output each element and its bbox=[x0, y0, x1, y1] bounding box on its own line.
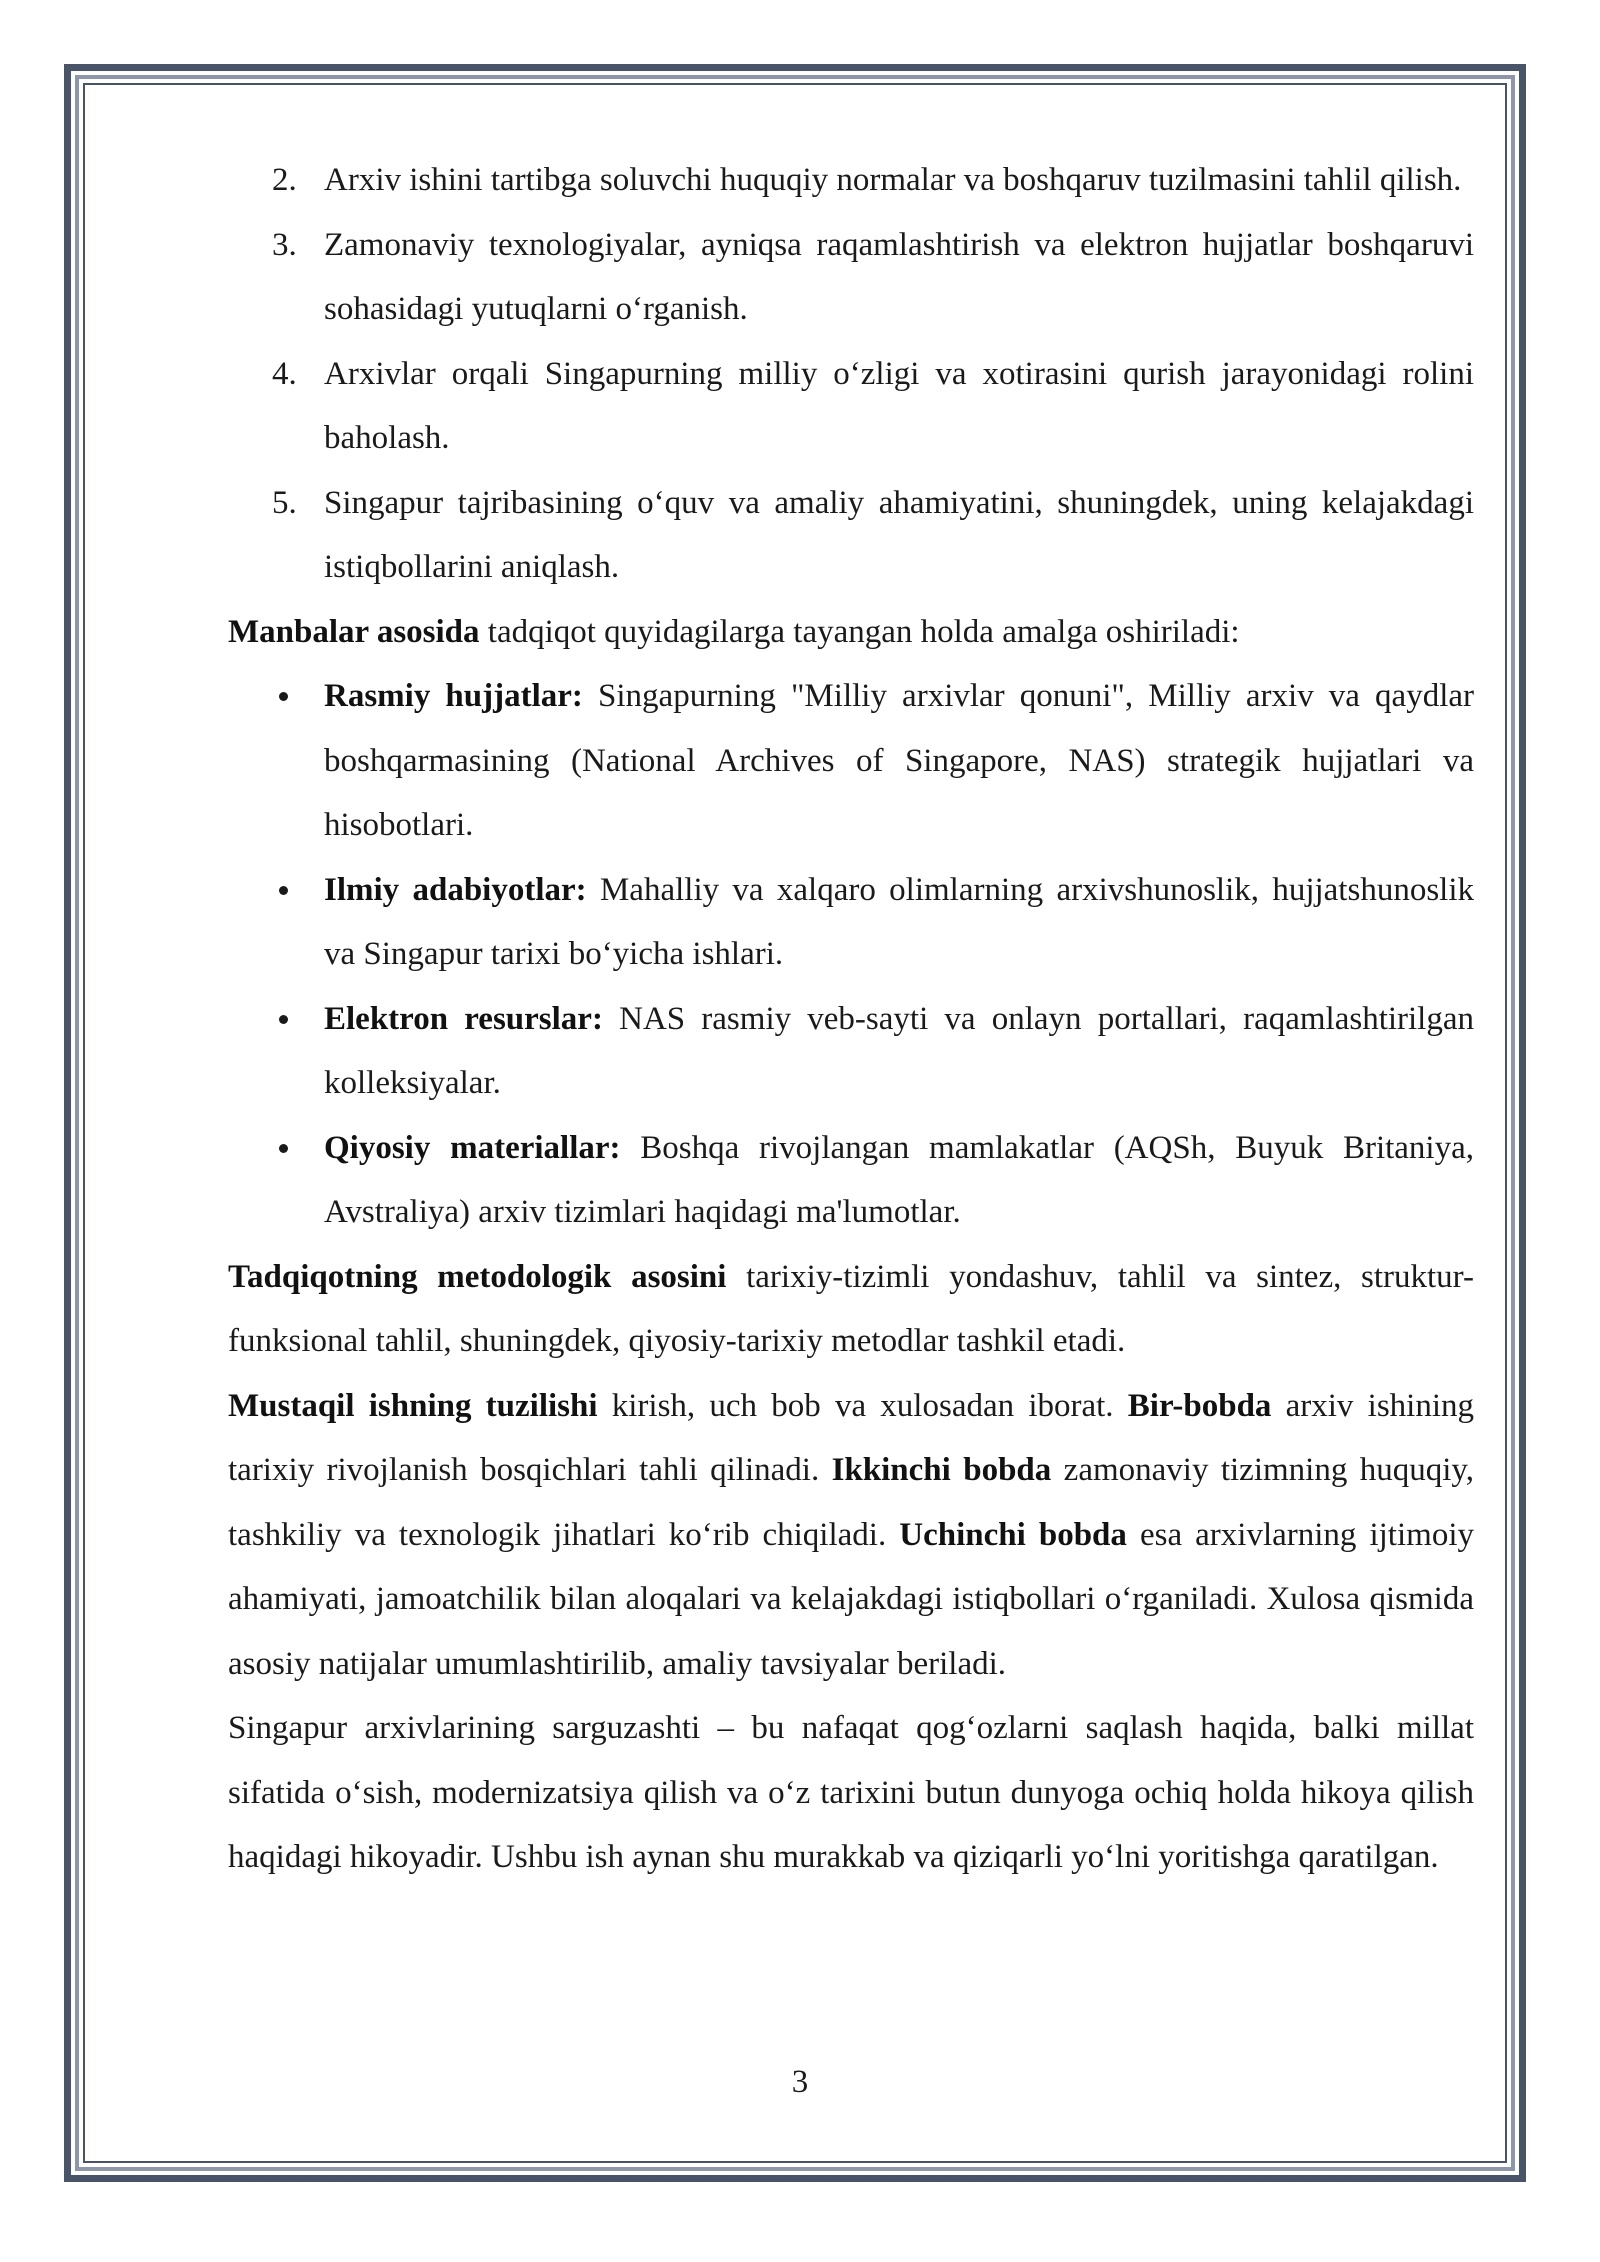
sources-list-item bbox=[228, 1116, 1474, 1245]
sources-intro-text: tadqiqot quyidagilarga tayangan holda amalga oshiriladi: bbox=[479, 613, 1240, 650]
objectives-list-item bbox=[228, 148, 1474, 213]
list-number: 2. bbox=[272, 162, 297, 198]
bullet-icon bbox=[279, 1144, 288, 1153]
sources-list-item bbox=[228, 664, 1474, 858]
source-title: Elektron resurslar: bbox=[324, 1000, 603, 1037]
document-body bbox=[228, 148, 1474, 1890]
source-text: Mahalliy va xalqaro olimlarning arxivshunoslik, hujjatshunoslik va Singapur tarixi bo‘yicha ishlari. bbox=[324, 871, 1474, 972]
sources-list-item bbox=[228, 858, 1474, 987]
list-number: 4. bbox=[272, 355, 297, 392]
chapter-one-text: arxiv ishining tarixiy rivojlanish bosqichlari tahli qilinadi. bbox=[228, 1387, 1474, 1488]
bullet-icon bbox=[279, 692, 288, 701]
source-title: Ilmiy adabiyotlar: bbox=[324, 871, 587, 908]
chapter-three-text: esa arxivlarning ijtimoiy ahamiyati, jamoatchilik bilan aloqalari va kelajakdagi istiqbollari o‘rganiladi. Xulosa qismida asosiy natijalar umumlashtirilib, amaliy tavsiyalar beriladi. bbox=[228, 1516, 1474, 1682]
objectives-list-item bbox=[228, 471, 1474, 600]
sources-list-item bbox=[228, 987, 1474, 1116]
chapter-three-bold: Uchinchi bobda bbox=[899, 1516, 1127, 1553]
structure-bold: Mustaqil ishning tuzilishi bbox=[228, 1387, 598, 1424]
objectives-list-item bbox=[228, 213, 1474, 342]
list-number: 3. bbox=[272, 226, 297, 263]
chapter-two-text: zamonaviy tizimning huquqiy, tashkiliy va texnologik jihatlari ko‘rib chiqiladi. bbox=[228, 1452, 1474, 1553]
source-title: Qiyosiy materiallar: bbox=[324, 1129, 621, 1166]
page-number: 3 bbox=[791, 2064, 809, 2100]
list-item-text: Zamonaviy texnologiyalar, ayniqsa raqamlashtirish va elektron hujjatlar boshqaruvi sohasidagi yutuqlarni o‘rganish. bbox=[324, 226, 1474, 327]
source-text: Singapurning "Milliy arxivlar qonuni", Milliy arxiv va qaydlar boshqarmasining (National Archives of Singapore, NAS) strategik hujjatlari va hisobotlari. bbox=[324, 678, 1475, 843]
source-title: Rasmiy hujjatlar: bbox=[324, 678, 583, 714]
sources-intro-bold: Manbalar asosida bbox=[228, 613, 480, 650]
bullet-icon bbox=[279, 886, 288, 895]
structure-paragraph bbox=[228, 1374, 1474, 1697]
chapter-one-bold: Bir-bobda bbox=[1127, 1387, 1272, 1424]
list-item-text: Arxiv ishini tartibga soluvchi huquqiy normalar va boshqaruv tuzilmasini tahlil qilish. bbox=[324, 162, 1462, 198]
methodology-text: tarixiy-tizimli yondashuv, tahlil va sintez, struktur-funksional tahlil, shuningdek, qiyosiy-tarixiy metodlar tashkil etadi. bbox=[228, 1258, 1474, 1359]
list-item-text: Arxivlar orqali Singapurning milliy o‘zligi va xotirasini qurish jarayonidagi rolini baholash. bbox=[324, 355, 1474, 456]
methodology-bold: Tadqiqotning metodologik asosini bbox=[228, 1258, 727, 1295]
closing-paragraph: Singapur arxivlarining sarguzashti – bu nafaqat qog‘ozlarni saqlash haqida, balki millat sifatida o‘sish, modernizatsiya qilish va o‘z tarixini butun dunyoga ochiq holda hikoya qilish haqidagi hikoyadir. Ushbu ish aynan shu murakkab va qiziqarli yo‘lni yoritishga qaratilgan. bbox=[228, 1710, 1474, 1875]
methodology-paragraph bbox=[228, 1245, 1474, 1374]
chapter-two-bold: Ikkinchi bobda bbox=[831, 1452, 1052, 1488]
sources-intro-paragraph bbox=[228, 600, 1474, 665]
bullet-icon bbox=[279, 1015, 288, 1024]
structure-text: kirish, uch bob va xulosadan iborat. bbox=[597, 1387, 1128, 1424]
source-text: Boshqa rivojlangan mamlakatlar (AQSh, Buyuk Britaniya, Avstraliya) arxiv tizimlari haqidagi ma'lumotlar. bbox=[324, 1129, 1474, 1230]
list-item-text: Singapur tajribasining o‘quv va amaliy ahamiyatini, shuningdek, uning kelajakdagi istiqbollarini aniqlash. bbox=[324, 484, 1474, 585]
objectives-list-item bbox=[228, 342, 1474, 471]
source-text: NAS rasmiy veb-sayti va onlayn portallari, raqamlashtirilgan kolleksiyalar. bbox=[324, 1000, 1474, 1101]
list-number: 5. bbox=[272, 484, 297, 521]
